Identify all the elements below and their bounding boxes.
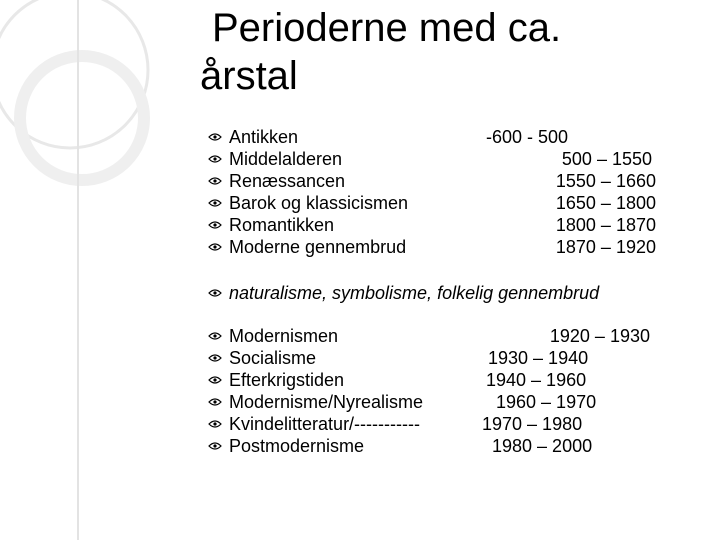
period-label: Moderne gennembrud — [229, 237, 407, 257]
bullet-icon — [207, 214, 223, 236]
period-years: 1920 – 1930 — [549, 326, 650, 346]
bullet-icon — [207, 413, 223, 435]
period-years: 1800 – 1870 — [555, 215, 656, 235]
period-years: 1970 – 1980 — [482, 414, 583, 434]
period-years: 1940 – 1960 — [486, 370, 587, 390]
period-label: Efterkrigstiden — [229, 370, 345, 390]
bullet-icon — [207, 325, 223, 347]
list-item — [0, 170, 720, 192]
period-years: -600 - 500 — [486, 127, 569, 147]
bullet-icon — [207, 126, 223, 148]
bullet-icon — [207, 236, 223, 258]
list-item — [0, 435, 720, 457]
period-years: 1870 – 1920 — [555, 237, 656, 257]
bullet-icon — [207, 369, 223, 391]
title-line-2: årstal — [200, 54, 298, 98]
period-label: Socialisme — [229, 348, 317, 368]
list-item — [0, 214, 720, 236]
bullet-icon — [207, 170, 223, 192]
period-label: Kvindelitteratur/----------- — [229, 414, 420, 434]
period-years: 1930 – 1940 — [488, 348, 589, 368]
list-item — [0, 413, 720, 435]
period-label: Barok og klassicismen — [229, 193, 409, 213]
slide-title — [200, 4, 660, 100]
list-item — [0, 325, 720, 347]
list-item — [0, 148, 720, 170]
list-item-note — [0, 282, 720, 304]
list-item — [0, 236, 720, 258]
bullet-icon — [207, 148, 223, 170]
period-label: Middelalderen — [229, 149, 343, 169]
bullet-icon — [207, 391, 223, 413]
bullet-icon — [207, 347, 223, 369]
period-label: Antikken — [229, 127, 299, 147]
period-label: Renæssancen — [229, 171, 346, 191]
period-years: 1650 – 1800 — [555, 193, 656, 213]
period-years: 1960 – 1970 — [496, 392, 597, 412]
period-years: 1980 – 2000 — [492, 436, 593, 456]
period-label: Romantikken — [229, 215, 335, 235]
period-years: 1550 – 1660 — [555, 171, 656, 191]
period-label: Modernisme/Nyrealisme — [229, 392, 424, 412]
bullet-icon — [207, 192, 223, 214]
list-item — [0, 347, 720, 369]
list-item — [0, 369, 720, 391]
bullet-icon — [207, 282, 223, 304]
list-item — [0, 391, 720, 413]
list-item — [0, 126, 720, 148]
movements-note: naturalisme, symbolisme, folkelig gennembrud — [229, 283, 600, 303]
decorative-vertical-line — [77, 0, 79, 540]
title-line-1: Perioderne med ca. — [212, 6, 562, 50]
list-item — [0, 192, 720, 214]
period-years: 500 – 1550 — [561, 149, 652, 169]
period-label: Modernismen — [229, 326, 339, 346]
bullet-icon — [207, 435, 223, 457]
period-label: Postmodernisme — [229, 436, 365, 456]
